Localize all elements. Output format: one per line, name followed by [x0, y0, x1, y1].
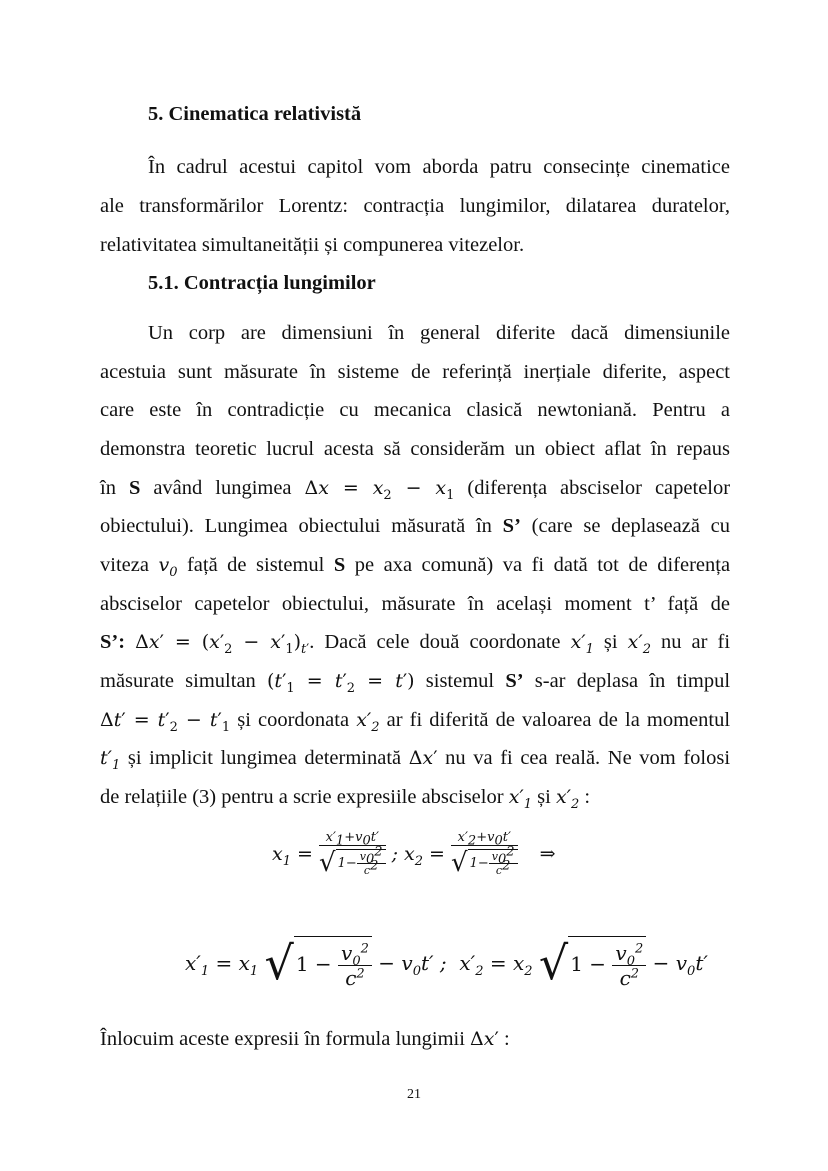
body-line-4: demonstra teoretic lucrul acesta să considerăm un obiect aflat în repaus: [100, 438, 730, 460]
body-line-12: $t'_1$ și implicit lungimea determinată Δx′ nu va fi cea reală. Ne vom folosi: [100, 747, 731, 773]
intro-line-2: ale transformărilor Lorentz: contracția lungimilor, dilatarea duratelor,: [100, 195, 730, 217]
body-line-6: obiectului). Lungimea obiectului măsurată în S’ (care se deplasează cu: [100, 515, 731, 537]
length-equation-inline: $\Delta x = x_2 - x_1$: [304, 477, 455, 503]
body-line-1: Un corp are dimensiuni în general diferite dacă dimensiunile: [148, 322, 730, 344]
closing-line: Înlocuim aceste expresii în formula lungimii Δx′ :: [100, 1028, 510, 1050]
body-line-13: de relațiile (3) pentru a scrie expresiile absciselor $x'_1$ și $x'_2$ :: [100, 786, 591, 812]
body-line-3: care este în contradicție cu mecanica clasică newtoniană. Pentru a: [100, 399, 730, 421]
body-line-10: măsurate simultan $(t'_1 = t'_2 = t')$ sistemul S’ s-ar deplasa în timpul: [100, 670, 731, 696]
lorentz-equation-2: $x'_1 = x_1$ √ 1 − $\frac{v_0^2}{c^2}$ − $v_0t'$ ; $x'_2 = x_2$ √ 1 − $\frac{v_0^2}{c^2}$ − $v_0t'$: [185, 936, 708, 990]
body-line-8: absciselor capetelor obiectului, măsurate în același moment t’ față de: [100, 593, 730, 615]
intro-line-1: În cadrul acestui capitol vom aborda patru consecințe cinematice: [148, 156, 730, 178]
lorentz-equation-1: $x_1$ = $x'_1+v_0t'$ √ 1− $\frac{v_0^2}{c^2}$ ; $x_2$ = $x'_2+v_0t'$ √ 1− $\frac{v_0^2}{c^2}$ ⇒: [272, 830, 556, 878]
intro-line-3: relativitatea simultaneității și compunerea vitezelor.: [100, 234, 525, 256]
body-line-7: viteza $v_0$ față de sistemul S pe axa comună) va fi dată tot de diferența: [100, 554, 731, 580]
body-line-11: $\Delta t' = t'_2 - t'_1$ și coordonata $x'_2$ ar fi diferită de valoarea de la momentul: [100, 709, 731, 735]
section-heading: 5. Cinematica relativistă: [148, 103, 362, 125]
body-line-5: în S având lungimea $\Delta x = x_2 - x_1$ (diferența absciselor capetelor: [100, 477, 731, 503]
body-line-9: S’: $\Delta x' = (x'_2 - x'_1)_{t'}$. Dacă cele două coordonate $x'_1$ și $x'_2$ nu ar fi: [100, 631, 731, 657]
subsection-heading: 5.1. Contracția lungimilor: [148, 272, 376, 294]
body-line-2: acestuia sunt măsurate în sisteme de referință inerțiale diferite, aspect: [100, 361, 730, 383]
page-number: 21: [407, 1087, 421, 1102]
